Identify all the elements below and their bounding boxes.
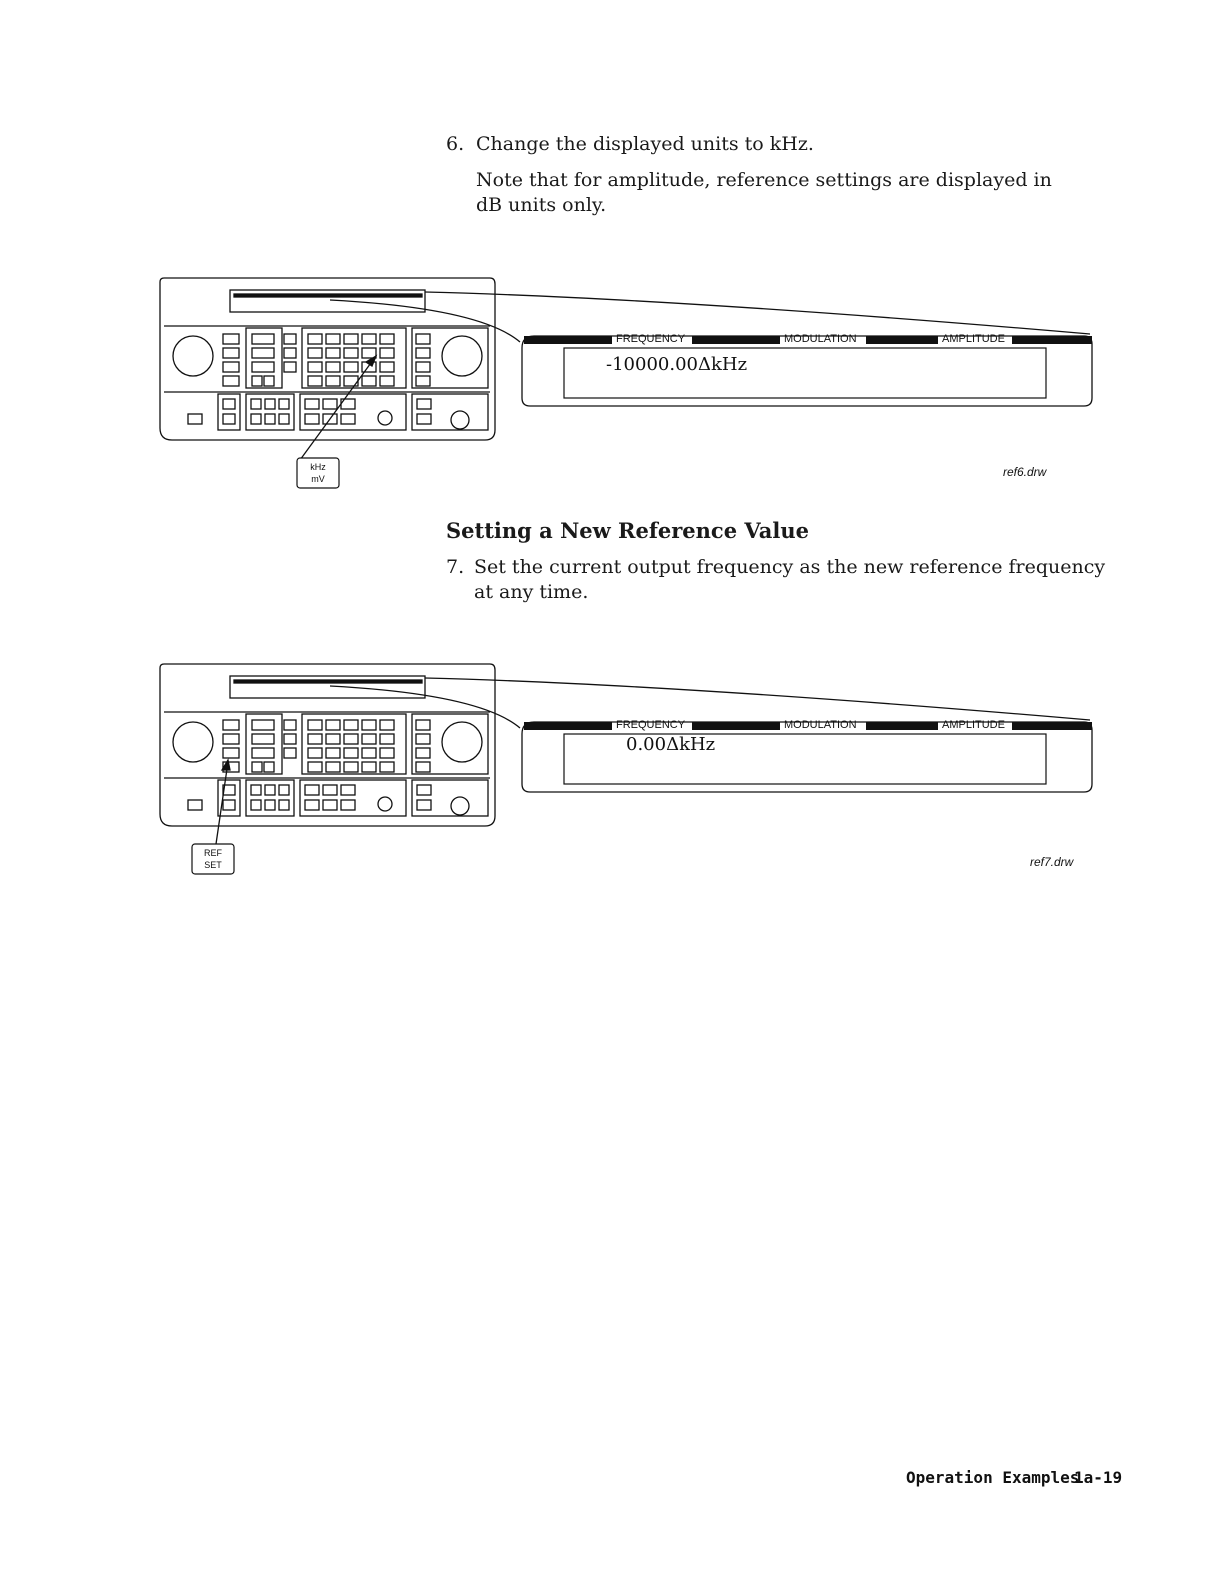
step-6-number: 6.	[446, 133, 465, 155]
footer-page-number: 1a-19	[1074, 1468, 1123, 1487]
footer-section-title: Operation Examples	[906, 1468, 1080, 1487]
figure-filename: ref7.drw	[1030, 855, 1074, 869]
display-value: 0.00ΔkHz	[626, 734, 716, 755]
figure-ref7	[150, 656, 1110, 886]
step-7-number: 7.	[446, 556, 465, 578]
key-label-bottom: SET	[204, 860, 222, 870]
display-label-frequency: FREQUENCY	[616, 333, 686, 345]
display-label-frequency: FREQUENCY	[616, 719, 686, 731]
figure-ref6	[150, 270, 1110, 500]
step-7-text-line2: at any time.	[474, 581, 589, 603]
step-6-note: Note that for amplitude, reference settings are displayed in dB units only.	[476, 169, 1052, 216]
display-panel	[522, 719, 1092, 792]
display-label-modulation: MODULATION	[784, 333, 857, 345]
step-7-text-line1: Set the current output frequency as the new reference frequency	[474, 556, 1106, 578]
section-heading: Setting a New Reference Value	[446, 518, 809, 543]
key-callout-khz-mv	[297, 458, 339, 488]
display-label-amplitude: AMPLITUDE	[942, 719, 1005, 731]
key-label-top: REF	[204, 848, 222, 858]
key-callout-ref-set	[192, 844, 234, 874]
display-label-modulation: MODULATION	[784, 719, 857, 731]
key-label-top: kHz	[310, 462, 326, 472]
key-label-bottom: mV	[311, 474, 325, 484]
display-panel	[522, 333, 1092, 406]
step-6-text: Change the displayed units to kHz.	[476, 133, 814, 155]
display-value: -10000.00ΔkHz	[606, 354, 748, 375]
figure-filename: ref6.drw	[1003, 465, 1047, 479]
front-panel	[160, 664, 1090, 844]
display-label-amplitude: AMPLITUDE	[942, 333, 1005, 345]
